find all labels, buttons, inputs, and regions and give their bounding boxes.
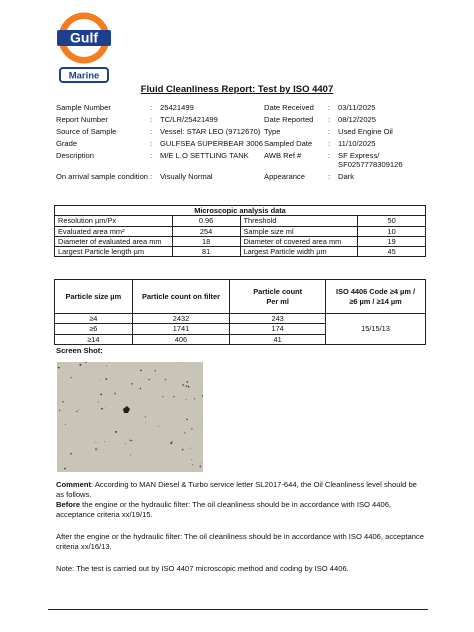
info-value: GULFSEA SUPERBEAR 3006 bbox=[160, 138, 263, 148]
info-value: 03/11/2025 bbox=[338, 103, 376, 112]
info-row bbox=[56, 151, 436, 170]
before-paragraph: Before the engine or the hydraulic filter: The oil cleanliness should be in accordance with ISO 4406, acceptance criteria xx/19/15. bbox=[56, 500, 392, 520]
info-row bbox=[56, 115, 436, 124]
info-value: 11/10/2025 bbox=[338, 138, 376, 148]
info-value: M/E L.O SETTLING TANK bbox=[160, 150, 249, 160]
particle-count-table bbox=[54, 279, 426, 345]
info-colon: : bbox=[328, 126, 331, 136]
info-colon: : bbox=[328, 114, 331, 124]
info-row bbox=[56, 127, 436, 136]
micro-value: 81 bbox=[172, 247, 240, 257]
info-colon: : bbox=[150, 103, 153, 112]
info-colon: : bbox=[150, 114, 153, 124]
info-label: Date Received bbox=[264, 103, 314, 112]
comment-paragraph: Comment: According to MAN Diesel & Turbo service letter SL2017-644, the Oil Cleanliness level should be as follows. bbox=[56, 480, 417, 500]
filter-micrograph-image bbox=[57, 362, 203, 472]
cell-filter-count: 406 bbox=[132, 334, 230, 344]
info-label: Source of Sample bbox=[56, 126, 117, 136]
micro-value: 19 bbox=[358, 236, 426, 246]
iso-code-value: 15/15/13 bbox=[326, 314, 426, 345]
after-paragraph: After the engine or the hydraulic filter: The oil cleanliness should be in accordance with ISO 4406, acceptance criteria xx/16/13. bbox=[56, 532, 424, 552]
micro-label: Resolution µm/Px bbox=[55, 216, 173, 226]
info-value: SF Express/ SF0257778309126 bbox=[338, 150, 403, 170]
micro-label: Diameter of covered area mm bbox=[240, 236, 358, 246]
micro-value: 50 bbox=[358, 216, 426, 226]
cell-size: ≥4 bbox=[55, 314, 133, 324]
info-colon: : bbox=[150, 138, 153, 148]
micro-value: 18 bbox=[172, 236, 240, 246]
cell-filter-count: 1741 bbox=[132, 324, 230, 334]
micro-value: 0.96 bbox=[172, 216, 240, 226]
info-value: 08/12/2025 bbox=[338, 114, 377, 124]
info-label: Sampled Date bbox=[264, 138, 313, 148]
info-label: Date Reported bbox=[264, 114, 314, 124]
info-value: Used Engine Oil bbox=[338, 126, 393, 136]
test-note: Note: The test is carried out by ISO 4407 microscopic method and coding by ISO 4406. bbox=[56, 564, 349, 574]
micro-label: Evaluated area mm² bbox=[55, 226, 173, 236]
cell-size: ≥14 bbox=[55, 334, 133, 344]
info-label: Appearance bbox=[264, 172, 305, 182]
info-value: 25421499 bbox=[160, 103, 194, 112]
micro-label: Largest Particle width µm bbox=[240, 247, 358, 257]
info-label: Grade bbox=[56, 138, 78, 148]
info-row bbox=[56, 103, 436, 112]
info-colon: : bbox=[328, 150, 331, 160]
header-count-filter: Particle count on filter bbox=[132, 280, 230, 314]
micro-row bbox=[55, 247, 426, 257]
screenshot-label: Screen Shot: bbox=[56, 346, 103, 355]
info-label: Description bbox=[56, 150, 94, 160]
info-label: AWB Ref # bbox=[264, 150, 302, 160]
header-iso-code: ISO 4406 Code ≥4 µm / ≥6 µm / ≥14 µm bbox=[326, 280, 426, 314]
cell-per-ml: 174 bbox=[230, 324, 326, 334]
report-title: Fluid Cleanliness Report: Test by ISO 4407 bbox=[140, 84, 334, 95]
info-row bbox=[56, 172, 436, 181]
info-value: Dark bbox=[338, 172, 355, 182]
info-colon: : bbox=[328, 138, 331, 148]
info-value: Visually Normal bbox=[160, 172, 213, 182]
micro-value: 45 bbox=[358, 247, 426, 257]
info-colon: : bbox=[150, 150, 153, 160]
info-colon: : bbox=[328, 103, 331, 112]
sample-info bbox=[56, 103, 436, 184]
info-colon: : bbox=[150, 172, 153, 182]
info-label: On arrival sample condition bbox=[56, 172, 149, 182]
header-count-per-ml: Particle count Per ml bbox=[230, 280, 326, 314]
cell-per-ml: 41 bbox=[230, 334, 326, 344]
svg-text:Marine: Marine bbox=[68, 70, 100, 82]
info-label: Sample Number bbox=[56, 103, 111, 112]
micro-label: Diameter of evaluated area mm bbox=[55, 236, 173, 246]
info-row bbox=[56, 139, 436, 148]
info-value: TC/LR/25421499 bbox=[160, 114, 218, 124]
info-label: Type bbox=[264, 126, 281, 136]
cell-filter-count: 2432 bbox=[132, 314, 230, 324]
micro-value: 10 bbox=[358, 226, 426, 236]
micro-label: Sample size ml bbox=[240, 226, 358, 236]
notes-section bbox=[56, 480, 424, 586]
header-particle-size: Particle size µm bbox=[55, 280, 133, 314]
gulf-marine-logo bbox=[55, 12, 113, 84]
info-colon: : bbox=[150, 126, 153, 136]
info-colon: : bbox=[328, 172, 331, 182]
micro-value: 254 bbox=[172, 226, 240, 236]
micro-row bbox=[55, 216, 426, 226]
info-label: Report Number bbox=[56, 114, 108, 124]
micro-header: Microscopic analysis data bbox=[55, 206, 426, 216]
info-value: Vessel: STAR LEO (9712670) bbox=[160, 126, 261, 136]
micro-label: Threshold bbox=[240, 216, 358, 226]
cell-size: ≥6 bbox=[55, 324, 133, 334]
micro-row bbox=[55, 226, 426, 236]
micro-row bbox=[55, 236, 426, 246]
cell-per-ml: 243 bbox=[230, 314, 326, 324]
footer-divider bbox=[48, 609, 428, 610]
microscopic-analysis-table bbox=[54, 205, 426, 257]
svg-text:Gulf: Gulf bbox=[70, 29, 98, 46]
micro-label: Largest Particle length µm bbox=[55, 247, 173, 257]
